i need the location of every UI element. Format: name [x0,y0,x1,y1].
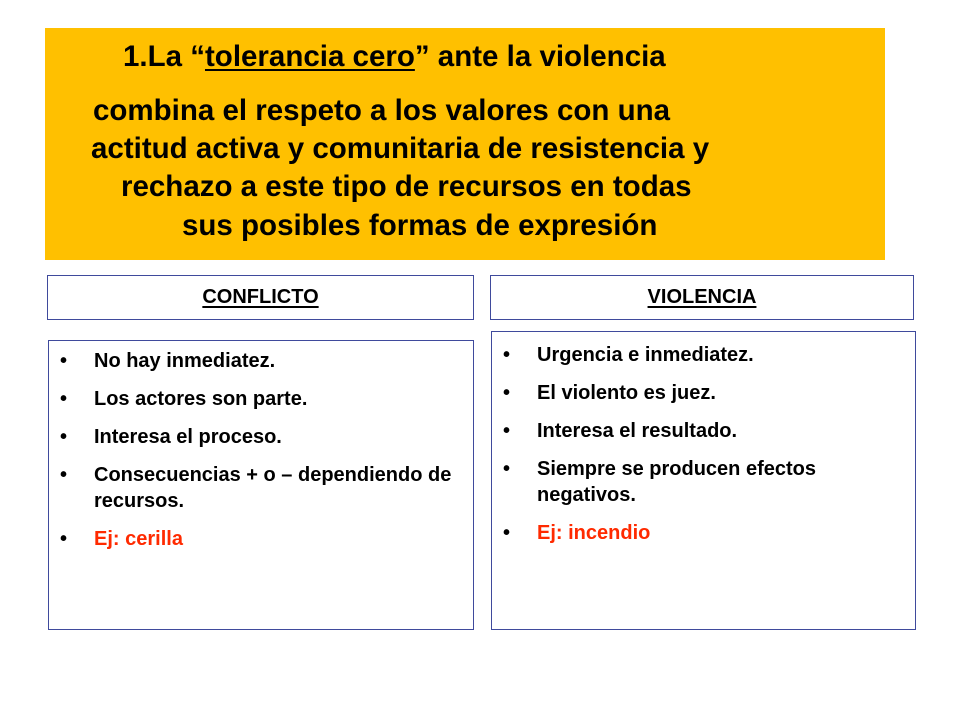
bullet-icon: • [503,382,511,404]
title-suffix: ” ante la violencia [414,40,666,73]
list-item-text: Los actores son parte. [94,388,308,410]
violencia-list [492,332,915,546]
example-item [49,526,465,552]
title-line-5: sus posibles formas de expresión [182,209,658,242]
title-line-3: actitud activa y comunitaria de resistencia y [91,132,710,165]
list-item-text: Siempre se producen efectos negativos. [537,458,816,506]
conflicto-list-box [48,340,474,630]
list-item [49,462,465,514]
bullet-icon: • [503,458,511,480]
list-item-text: Urgencia e inmediatez. [537,344,754,366]
bullet-icon: • [503,522,511,544]
list-item [49,424,465,450]
title-underlined-term: tolerancia cero [204,40,415,73]
example-text: Ej: cerilla [94,528,183,550]
title-prefix: 1.La “ [123,40,205,73]
violencia-header-label: VIOLENCIA [647,286,757,308]
violencia-header [490,275,914,320]
bullet-icon: • [503,344,511,366]
bullet-icon: • [60,426,68,448]
bullet-icon: • [60,350,68,372]
conflicto-header-label: CONFLICTO [202,286,319,308]
title-line-1 [123,42,885,72]
conflicto-header [47,275,474,320]
title-line-4: rechazo a este tipo de recursos en todas [121,170,692,203]
list-item-text: Consecuencias + o – dependiendo de recursos. [94,464,452,512]
title-box [45,28,885,260]
list-item [49,386,465,412]
list-item [492,380,907,406]
list-item-text: El violento es juez. [537,382,716,404]
list-item-text: No hay inmediatez. [94,350,276,372]
list-item [49,348,465,374]
conflicto-list [49,341,473,552]
bullet-icon: • [503,420,511,442]
example-item [492,520,907,546]
violencia-list-box [491,331,916,630]
bullet-icon: • [60,388,68,410]
bullet-icon: • [60,528,68,550]
list-item-text: Interesa el resultado. [537,420,738,442]
example-text: Ej: incendio [537,522,651,544]
bullet-icon: • [60,464,68,486]
list-item [492,342,907,368]
title-line-2: combina el respeto a los valores con una [93,94,671,127]
list-item [492,418,907,444]
list-item-text: Interesa el proceso. [94,426,282,448]
list-item [492,456,907,508]
